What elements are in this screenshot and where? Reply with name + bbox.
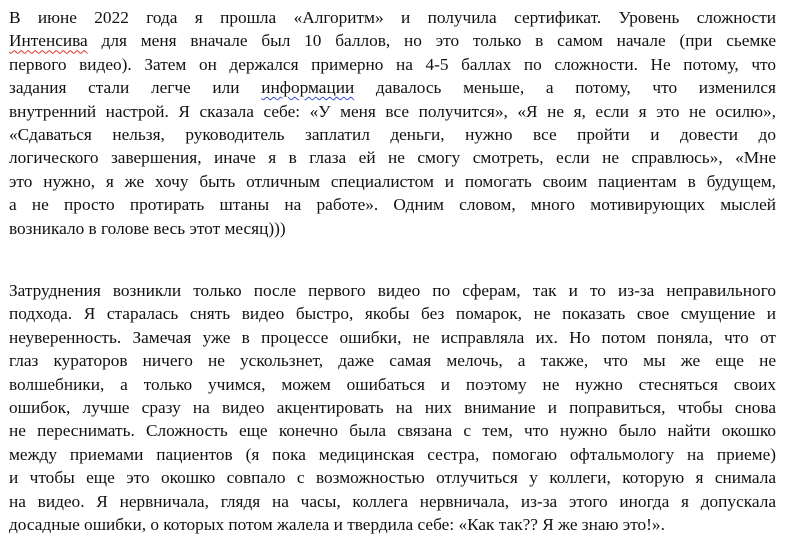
text-line: глаз кураторов ничего не ускользнет, даже самая мелочь, а также, что мы же еще не	[9, 351, 776, 371]
text-line: досадные ошибки, о которых потом жалела и твердила себе: «Как так?? Я же знаю это!».	[9, 514, 665, 534]
text-line: первого видео). Затем он держался примерно на 4-5 баллах по сложности. Не потому, что	[9, 54, 776, 74]
paragraph-1	[9, 6, 776, 240]
text-line: не переснимать. Сложность еще конечно была связана с тем, что нужно было найти окошко	[9, 421, 776, 441]
text-line: между приемами пациентов (я пока медицинская сестра, помогаю офтальмологу на приеме)	[9, 444, 776, 464]
text-line: «Сдаваться нельзя, руководитель заплатил деньги, нужно все пройти и довести до	[9, 124, 776, 144]
text-line: внутренний настрой. Я сказала себе: «У меня все получится», «Я не я, если я это не осилю»,	[9, 101, 776, 121]
spelling-error-word[interactable]: Интенсива	[9, 31, 88, 51]
text-line: Интенсива для меня вначале был 10 баллов, но это только в самом начале (при сьемке	[9, 31, 776, 51]
text-line: ошибок, лучше сразу на видео акцентировать на них внимание и поправиться, чтобы снова	[9, 397, 776, 417]
text-line: задания стали легче или информации давалось меньше, а потому, что изменился	[9, 78, 776, 98]
grammar-error-word[interactable]: информации	[261, 78, 355, 98]
text-line: и чтобы еще это окошко совпало с возможностью отлучиться у коллеги, которую я снимала	[9, 468, 776, 488]
text-line: В июне 2022 года я прошла «Алгоритм» и получила сертификат. Уровень сложности	[9, 8, 776, 27]
text-line: логического завершения, иначе я в глаза ей не смогу смотреть, если не справлюсь», «Мне	[9, 148, 776, 168]
text-line: на видео. Я нервничала, глядя на часы, коллега нервничала, из-за этого иногда я допускала	[9, 491, 776, 511]
text-line: Затруднения возникли только после первого видео по сферам, так и то из-за неправильного	[9, 281, 776, 300]
text-line: подхода. Я старалась снять видео быстро, якобы без помарок, не показать свое смущение и	[9, 304, 776, 324]
text-line: это нужно, я же хочу быть отличным специалистом и помогать своим пациентам в будущем,	[9, 171, 776, 191]
text-line: возникало в голове весь этот месяц)))	[9, 218, 286, 238]
text-line: неуверенность. Замечая уже в процессе ошибки, не исправляла их. Но потом поняла, что от	[9, 327, 776, 347]
text-line: а не просто протирать штаны на работе». Одним словом, много мотивирующих мыслей	[9, 195, 776, 215]
paragraph-2	[9, 279, 776, 536]
text-line: волшебники, а только учимся, можем ошибаться и поэтому не нужно стесняться своих	[9, 374, 776, 394]
